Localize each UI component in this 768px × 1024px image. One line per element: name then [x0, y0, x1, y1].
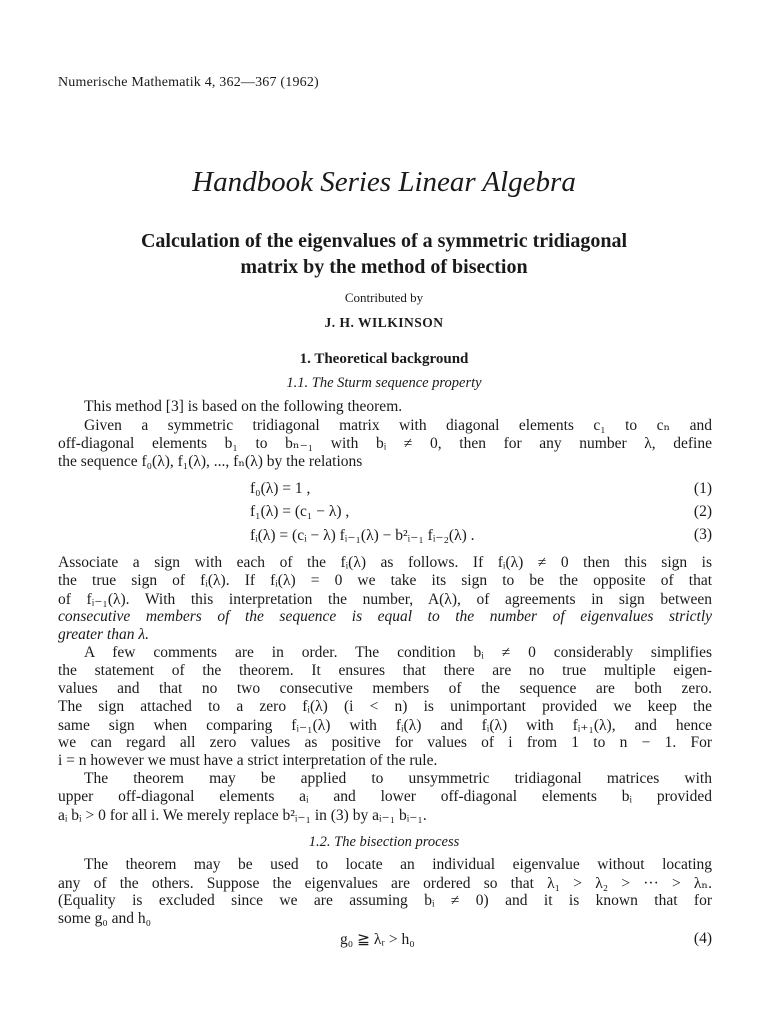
- para2-line-2: the true sign of fᵢ(λ). If fᵢ(λ) = 0 we take its sign to be the opposite of that: [58, 572, 712, 589]
- para5-line-3: (Equality is excluded since we are assuming bᵢ ≠ 0) and it is known that for: [58, 892, 712, 909]
- para3-line-5: same sign when comparing fᵢ₋₁(λ) with fᵢ(λ) and fᵢ(λ) with fᵢ₊₁(λ), and hence: [58, 717, 712, 734]
- para5-line-4: some g₀ and h₀: [58, 910, 152, 927]
- paper-title-line-1: Calculation of the eigenvalues of a symmetric tridiagonal: [140, 230, 628, 252]
- para1-line-3: off-diagonal elements b₁ to bₙ₋₁ with bᵢ ≠ 0, then for any number λ, define: [58, 435, 712, 452]
- para3-line-3: values and that no two consecutive members of the sequence are both zero.: [58, 680, 712, 697]
- para1-line-4: the sequence f₀(λ), f₁(λ), ..., fₙ(λ) by the relations: [58, 453, 363, 470]
- para3-line-4: The sign attached to a zero fᵢ(λ) (i < n) is unimportant provided we keep the: [58, 698, 712, 715]
- para2-line-1: Associate a sign with each of the fᵢ(λ) as follows. If fᵢ(λ) ≠ 0 then this sign is: [58, 554, 712, 571]
- author-name: J. H. WILKINSON: [324, 315, 444, 330]
- equation-2: f₁(λ) = (c₁ − λ) ,: [250, 503, 350, 520]
- equation-1: f₀(λ) = 1 ,: [250, 480, 311, 497]
- subsection-heading-1-1: 1.1. The Sturm sequence property: [286, 375, 482, 391]
- journal-citation: Numerische Mathematik 4, 362—367 (1962): [58, 75, 319, 90]
- para4-line-2: upper off-diagonal elements aᵢ and lower off-diagonal elements bᵢ provided: [58, 788, 712, 805]
- equation-1-number: (1): [693, 480, 712, 497]
- para1-line-2: Given a symmetric tridiagonal matrix with diagonal elements c₁ to cₙ and: [84, 417, 712, 434]
- para3-line-7: i = n however we must have a strict interpretation of the rule.: [58, 752, 438, 769]
- para5-line-1: The theorem may be used to locate an individual eigenvalue without locating: [84, 856, 712, 873]
- para3-line-6: we can regard all zero values as positive for values of i from 1 to n − 1. For: [58, 734, 712, 751]
- para2-line-4: consecutive members of the sequence is equal to the number of eigenvalues strictly: [58, 608, 712, 625]
- equation-4: g₀ ≧ λᵣ > h₀: [340, 931, 415, 948]
- paper-title-line-2: matrix by the method of bisection: [240, 256, 528, 278]
- equation-2-number: (2): [693, 503, 712, 520]
- para4-line-3: aᵢ bᵢ > 0 for all i. We merely replace b²ᵢ₋₁ in (3) by aᵢ₋₁ bᵢ₋₁.: [58, 807, 427, 824]
- para4-line-1: The theorem may be applied to unsymmetric tridiagonal matrices with: [84, 770, 712, 787]
- series-title: Handbook Series Linear Algebra: [192, 166, 576, 198]
- section-heading: 1. Theoretical background: [299, 351, 469, 367]
- para3-line-1: A few comments are in order. The condition bᵢ ≠ 0 considerably simplifies: [84, 644, 712, 661]
- para1-line-1: This method [3] is based on the following theorem.: [84, 398, 403, 415]
- para3-line-2: the statement of the theorem. It ensures that there are no true multiple eigen-: [58, 662, 712, 679]
- equation-3-number: (3): [693, 526, 712, 543]
- para2-line-3: of fᵢ₋₁(λ). With this interpretation the number, A(λ), of agreements in sign between: [58, 591, 712, 608]
- contributed-by-label: Contributed by: [344, 290, 424, 305]
- para2-line-5: greater than λ.: [58, 626, 149, 643]
- para5-line-2: any of the others. Suppose the eigenvalues are ordered so that λ₁ > λ₂ > ··· > λₙ.: [58, 875, 712, 892]
- equation-3: fᵢ(λ) = (cᵢ − λ) fᵢ₋₁(λ) − b²ᵢ₋₁ fᵢ₋₂(λ) .: [250, 527, 475, 544]
- subsection-heading-1-2: 1.2. The bisection process: [308, 834, 460, 850]
- equation-4-number: (4): [693, 930, 712, 947]
